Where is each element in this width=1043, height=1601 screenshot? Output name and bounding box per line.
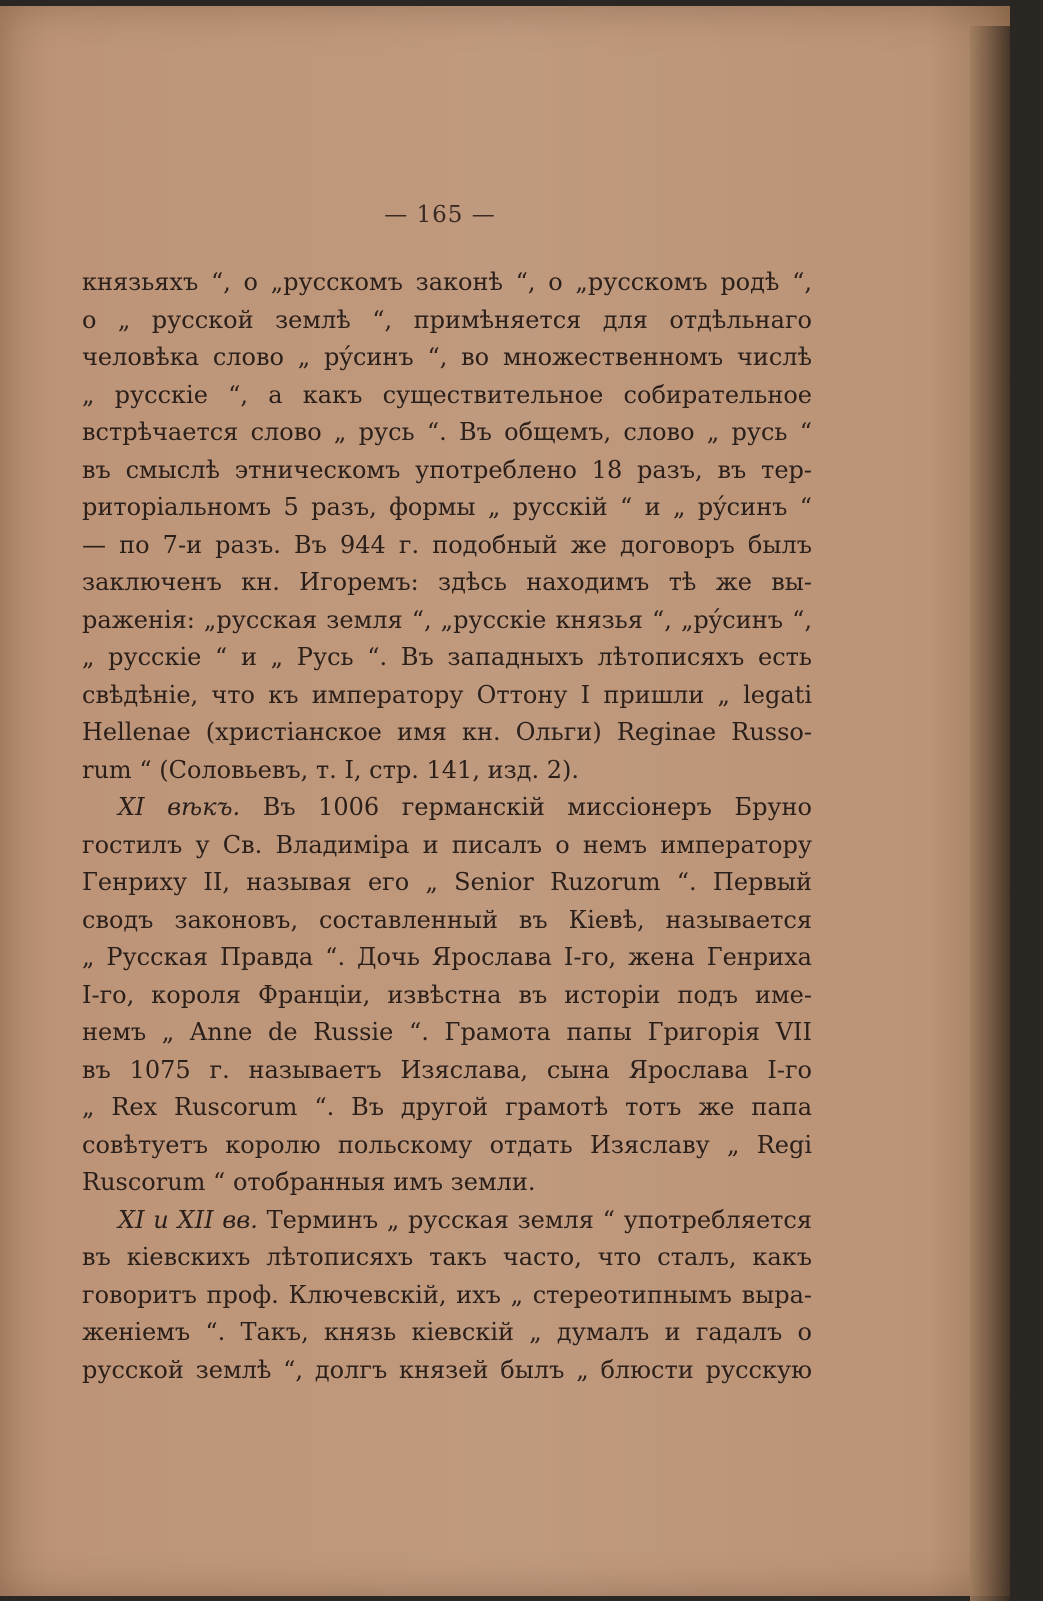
text-line	[82, 414, 812, 452]
text-line	[82, 1089, 812, 1127]
line-text: гостилъ у Св. Владиміра и писалъ о немъ императору	[82, 830, 812, 859]
line-text: въ смыслѣ этническомъ употреблено 18 разъ, въ тер-	[82, 455, 812, 484]
line-text: — по 7-и разъ. Въ 944 г. подобный же договоръ былъ	[82, 530, 812, 559]
page-number: — 165 —	[384, 202, 496, 228]
line-text: „ русскіе “ и „ Русь “. Въ западныхъ лѣтописяхъ есть	[82, 643, 812, 671]
book-page	[0, 6, 1010, 1596]
text-line	[82, 1164, 812, 1202]
line-text: заключенъ кн. Игоремъ: здѣсь находимъ тѣ же вы-	[82, 568, 812, 596]
line-text: русской землѣ “, долгъ князей былъ „ блюсти русскую	[82, 1355, 812, 1384]
text-line	[82, 302, 812, 340]
line-text: сводъ законовъ, составленный въ Кіевѣ, называется	[82, 905, 812, 934]
text-line	[82, 452, 812, 490]
line-text: Hellenae (христіанское имя кн. Ольги) Reginae Russo-	[82, 718, 812, 746]
text-line	[82, 677, 812, 715]
line-text: въ 1075 г. называетъ Изяслава, сына Ярослава I-го	[82, 1055, 812, 1084]
line-text: „ Rex Ruscorum “. Въ другой грамотѣ тотъ же папа	[82, 1093, 812, 1121]
line-text: князьяхъ “, о „русскомъ законѣ “, о „русскомъ родѣ “,	[82, 268, 812, 296]
text-line	[82, 752, 812, 790]
line-text: Генриху II, называя его „ Senior Ruzorum “. Первый	[82, 868, 812, 896]
line-text: встрѣчается слово „ русь “. Въ общемъ, слово „ русь “	[82, 418, 812, 446]
line-text: „ Русская Правда “. Дочь Ярослава I-го, жена Генриха	[82, 943, 812, 971]
text-line	[82, 377, 812, 415]
line-text: „ русскіе “, а какъ существительное собирательное	[82, 380, 812, 409]
text-line	[82, 902, 812, 940]
text-line	[82, 564, 812, 602]
line-text: говоритъ проф. Ключевскій, ихъ „ стереотипнымъ выра-	[82, 1280, 812, 1309]
text-line	[82, 1127, 812, 1165]
text-line	[82, 714, 812, 752]
text-line	[82, 1239, 812, 1277]
text-line	[82, 1314, 812, 1352]
text-line	[82, 977, 812, 1015]
line-text: риторіальномъ 5 разъ, формы „ русскій “ и „ рýсинъ “	[82, 493, 812, 521]
line-text: rum “ (Соловьевъ, т. I, стр. 141, изд. 2).	[82, 755, 579, 784]
text-line	[82, 827, 812, 865]
line-text: немъ „ Anne de Russie “. Грамота папы Григорія VII	[82, 1018, 812, 1046]
text-line	[82, 339, 812, 377]
line-text: раженія: „русская земля “, „русскіе князья “, „рýсинъ “,	[82, 605, 812, 634]
text-line	[82, 1202, 812, 1240]
text-line	[82, 939, 812, 977]
line-text: Въ 1006 германскій миссіонеръ Бруно	[240, 793, 812, 821]
text-line	[82, 264, 812, 302]
text-line	[82, 789, 812, 827]
line-text: свѣдѣніе, что къ императору Оттону I пришли „ legati	[82, 680, 812, 709]
line-text: въ кіевскихъ лѣтописяхъ такъ часто, что сталъ, какъ	[82, 1243, 812, 1271]
text-line	[82, 1052, 812, 1090]
line-text: женіемъ “. Такъ, князь кіевскій „ думалъ и гадалъ о	[82, 1318, 812, 1346]
text-line	[82, 639, 812, 677]
page-edge	[970, 26, 1010, 1601]
section-lead: XI и XII вв.	[118, 1205, 258, 1234]
line-text: о „ русской землѣ “, примѣняется для отдѣльнаго	[82, 305, 812, 334]
text-line	[82, 864, 812, 902]
body-text	[82, 264, 812, 1389]
text-line	[82, 602, 812, 640]
line-text: I-го, короля Франціи, извѣстна въ исторіи подъ име-	[82, 980, 812, 1009]
line-text: человѣка слово „ рýсинъ “, во множественномъ числѣ	[82, 343, 812, 371]
text-line	[82, 1014, 812, 1052]
section-lead: XI вѣкъ.	[118, 793, 241, 821]
line-text: совѣтуетъ королю польскому отдать Изяславу „ Regi	[82, 1130, 812, 1159]
text-line	[82, 489, 812, 527]
text-line	[82, 1352, 812, 1390]
line-text: Ruscorum “ отобранныя имъ земли.	[82, 1168, 536, 1196]
text-line	[82, 527, 812, 565]
line-text: Терминъ „ русская земля “ употребляется	[257, 1205, 812, 1234]
text-line	[82, 1277, 812, 1315]
